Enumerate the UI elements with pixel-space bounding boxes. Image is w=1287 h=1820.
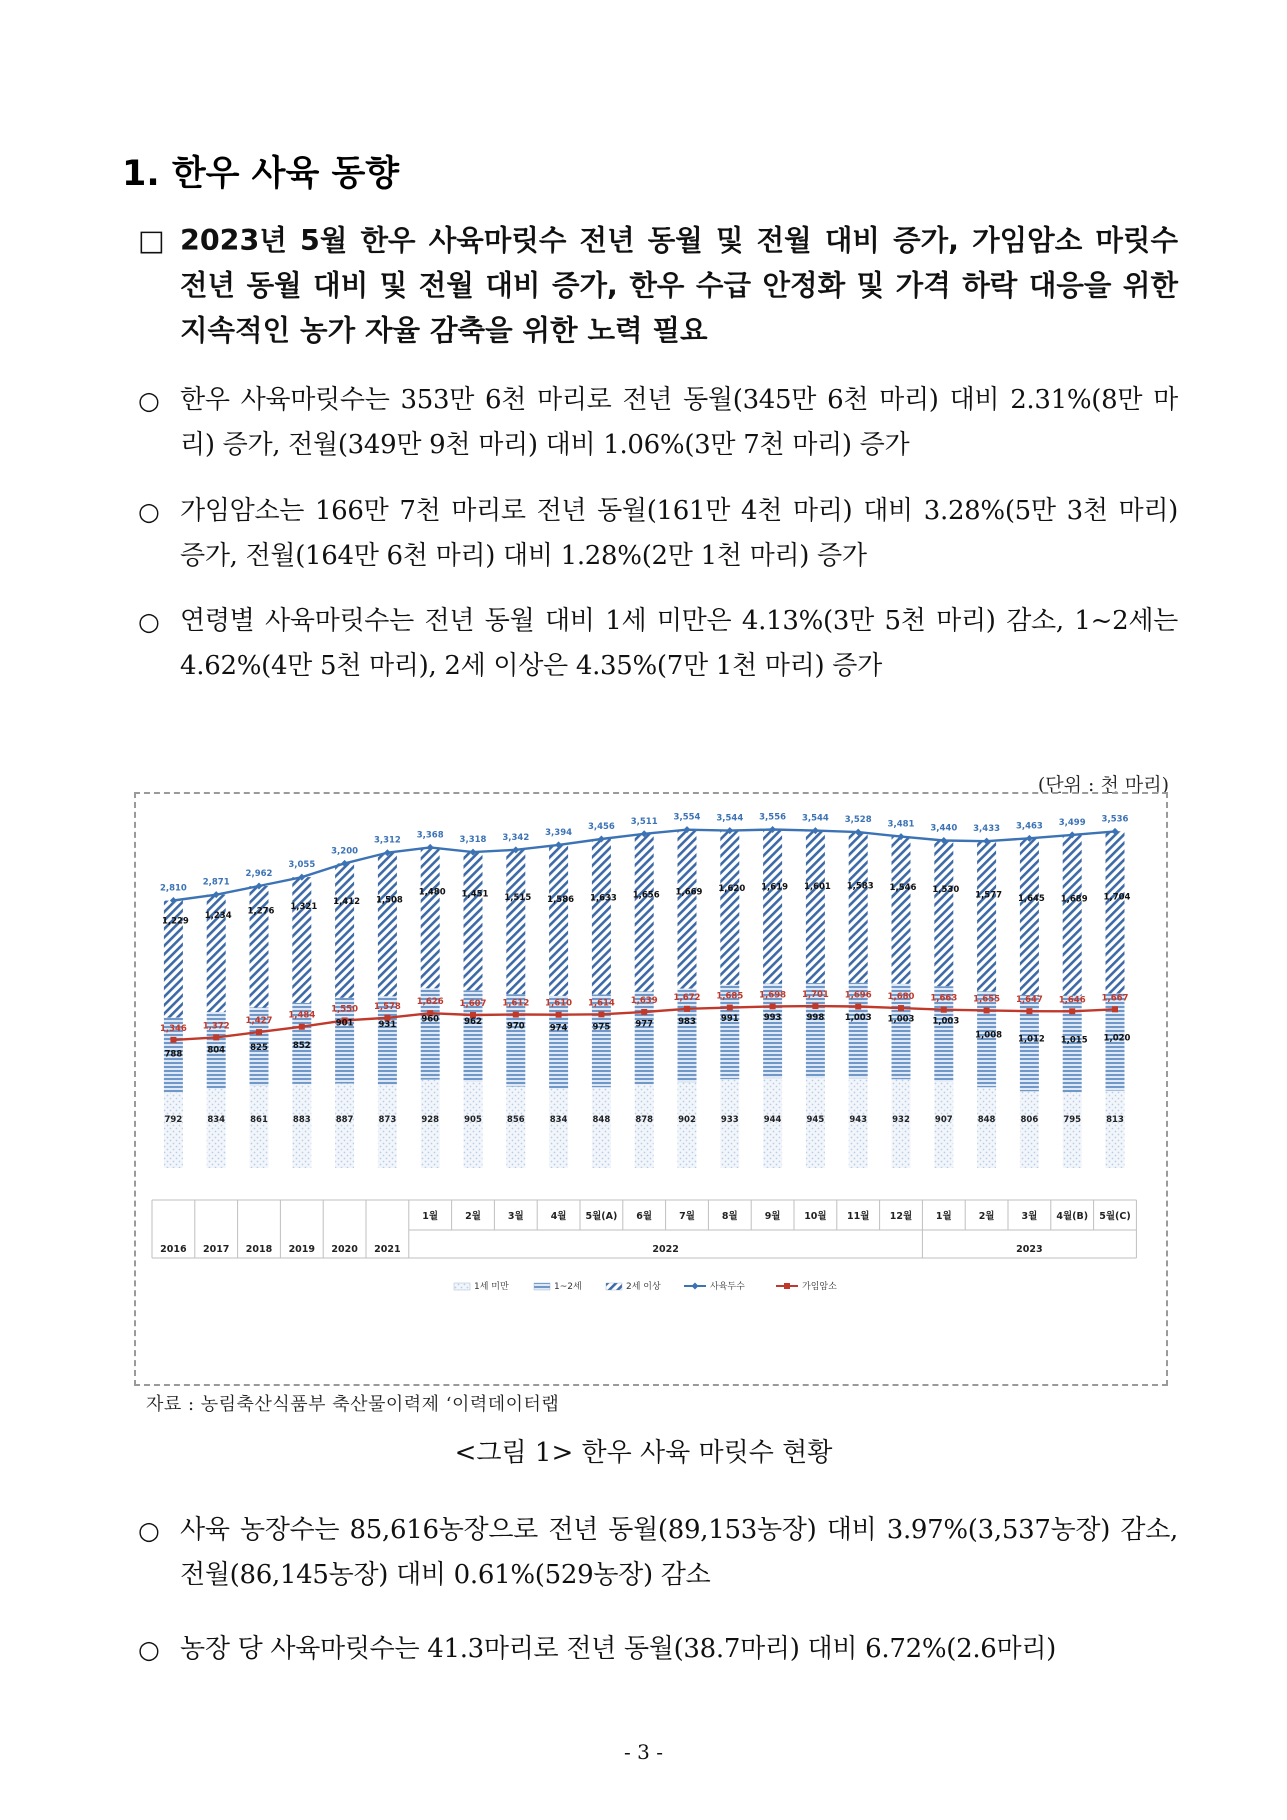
category-label: 4월(B) bbox=[1056, 1211, 1089, 1222]
label-1-to-2: 962 bbox=[464, 1016, 482, 1027]
fertile-cows-label: 1,372 bbox=[202, 1021, 230, 1032]
label-under-1: 928 bbox=[421, 1115, 440, 1125]
legend-label: 1세 미만 bbox=[474, 1282, 509, 1292]
total-heads-label: 3,440 bbox=[930, 823, 958, 834]
fertile-cows-label: 1,647 bbox=[1015, 995, 1043, 1006]
fertile-cows-point bbox=[598, 1011, 604, 1017]
bar-over-2 bbox=[806, 831, 825, 983]
total-heads-label: 2,962 bbox=[245, 869, 273, 880]
label-1-to-2: 975 bbox=[592, 1022, 611, 1033]
legend-label: 사육두수 bbox=[710, 1282, 745, 1292]
label-over-2: 1,689 bbox=[1060, 894, 1088, 905]
category-label: 3월 bbox=[1021, 1211, 1038, 1222]
fertile-cows-point bbox=[898, 1005, 904, 1011]
label-1-to-2: 1,003 bbox=[932, 1016, 960, 1027]
fertile-cows-point bbox=[1026, 1008, 1032, 1014]
label-under-1: 945 bbox=[806, 1115, 825, 1125]
label-1-to-2: 825 bbox=[250, 1043, 268, 1054]
fertile-cows-label: 1,672 bbox=[673, 992, 701, 1003]
label-over-2: 1,656 bbox=[632, 890, 660, 901]
label-1-to-2: 1,003 bbox=[887, 1014, 915, 1025]
total-heads-label: 3,318 bbox=[459, 835, 487, 846]
fertile-cows-point bbox=[1112, 1006, 1118, 1012]
label-over-2: 1,619 bbox=[761, 882, 789, 893]
category-label: 12월 bbox=[889, 1211, 913, 1222]
label-over-2: 1,451 bbox=[461, 889, 489, 900]
bullet-paragraph bbox=[138, 1508, 1178, 1598]
bar-over-2 bbox=[421, 847, 440, 988]
bar-under-1 bbox=[592, 1087, 611, 1168]
bar-over-2 bbox=[250, 886, 269, 1007]
bullet-text: 가임암소는 166만 7천 마리로 전년 동월(161만 4천 마리) 대비 3.28%(5만 3천 마리) 증가, 전월(164만 6천 마리) 대비 1.28%(2만 1천 마리) 증가 bbox=[180, 496, 1178, 571]
category-label: 2021 bbox=[374, 1244, 401, 1255]
total-heads-label: 3,200 bbox=[331, 846, 359, 857]
label-over-2: 1,546 bbox=[889, 882, 917, 893]
section-title: 1. 한우 사육 동향 bbox=[122, 154, 400, 194]
category-label: 7월 bbox=[679, 1211, 695, 1222]
bar-over-2 bbox=[635, 834, 654, 992]
fertile-cows-label: 1,626 bbox=[416, 997, 444, 1008]
bar-under-1 bbox=[1020, 1091, 1039, 1168]
bar-over-2 bbox=[678, 830, 697, 989]
label-1-to-2: 1,003 bbox=[844, 1013, 872, 1024]
label-1-to-2: 974 bbox=[549, 1023, 568, 1034]
circle-bullet-icon: ○ bbox=[138, 1635, 160, 1664]
label-under-1: 943 bbox=[849, 1115, 868, 1125]
label-under-1: 905 bbox=[464, 1115, 482, 1125]
checkbox-square-icon: □ bbox=[138, 224, 165, 257]
total-heads-label: 2,871 bbox=[202, 877, 230, 888]
label-over-2: 1,515 bbox=[504, 893, 532, 904]
label-1-to-2: 931 bbox=[378, 1019, 397, 1030]
fertile-cows-point bbox=[727, 1005, 733, 1011]
label-over-2: 1,480 bbox=[418, 887, 446, 898]
legend-marker bbox=[692, 1283, 699, 1290]
circle-bullet-icon: ○ bbox=[138, 497, 160, 526]
legend-swatch bbox=[454, 1283, 470, 1290]
fertile-cows-label: 1,701 bbox=[801, 990, 829, 1001]
source-note: 자료 : 농림축산식품부 축산물이력제 ‘이력데이터랩 bbox=[146, 1394, 560, 1415]
total-heads-label: 3,536 bbox=[1101, 814, 1129, 825]
label-1-to-2: 1,012 bbox=[1017, 1034, 1045, 1045]
fertile-cows-point bbox=[256, 1029, 262, 1035]
circle-bullet-icon: ○ bbox=[138, 607, 160, 636]
fertile-cows-point bbox=[213, 1034, 219, 1040]
bullet-paragraph bbox=[138, 599, 1178, 689]
category-label: 1월 bbox=[935, 1211, 952, 1222]
total-heads-label: 3,368 bbox=[416, 830, 444, 841]
bullet-paragraph bbox=[138, 1627, 1178, 1672]
label-under-1: 856 bbox=[506, 1115, 525, 1125]
bar-over-2 bbox=[892, 837, 911, 984]
label-1-to-2: 998 bbox=[806, 1013, 825, 1024]
category-label: 2월 bbox=[978, 1211, 995, 1222]
fertile-cows-point bbox=[513, 1012, 519, 1018]
bar-over-2 bbox=[849, 832, 868, 983]
label-under-1: 834 bbox=[549, 1115, 568, 1125]
fertile-cows-label: 1,610 bbox=[545, 998, 573, 1009]
category-label: 2020 bbox=[331, 1244, 358, 1255]
bar-under-1 bbox=[1106, 1091, 1125, 1168]
bar-over-2 bbox=[720, 831, 739, 985]
legend-swatch bbox=[534, 1283, 550, 1290]
hanwoo-chart bbox=[136, 794, 1166, 1384]
fertile-cows-label: 1,663 bbox=[930, 993, 958, 1004]
label-under-1: 878 bbox=[635, 1115, 654, 1125]
label-over-2: 1,229 bbox=[161, 916, 189, 927]
fertile-cows-point bbox=[170, 1037, 176, 1043]
total-heads-label: 3,342 bbox=[502, 832, 530, 843]
fertile-cows-label: 1,550 bbox=[331, 1004, 359, 1015]
fertile-cows-point bbox=[770, 1003, 776, 1009]
label-over-2: 1,645 bbox=[1017, 893, 1045, 904]
bullet-text: 한우 사육마릿수는 353만 6천 마리로 전년 동월(345만 6천 마리) 대비 2.31%(8만 마리) 증가, 전월(349만 9천 마리) 대비 1.06%(3만 7천 마리) 증가 bbox=[180, 385, 1178, 460]
fertile-cows-label: 1,614 bbox=[587, 998, 615, 1009]
category-label: 5월(C) bbox=[1099, 1211, 1131, 1222]
fertile-cows-point bbox=[684, 1006, 690, 1012]
bar-over-2 bbox=[1063, 835, 1082, 996]
total-heads-label: 3,463 bbox=[1015, 821, 1043, 832]
label-under-1: 907 bbox=[934, 1115, 953, 1125]
category-label: 2016 bbox=[160, 1244, 187, 1255]
label-1-to-2: 1,015 bbox=[1060, 1035, 1088, 1046]
label-under-1: 848 bbox=[592, 1115, 611, 1125]
bullet-paragraph bbox=[138, 378, 1178, 468]
label-1-to-2: 993 bbox=[763, 1013, 782, 1024]
label-1-to-2: 804 bbox=[207, 1045, 226, 1056]
category-label: 2018 bbox=[245, 1244, 273, 1255]
fertile-cows-point bbox=[855, 1004, 861, 1010]
page-number: - 3 - bbox=[624, 1740, 663, 1764]
category-label: 5월(A) bbox=[585, 1211, 618, 1222]
figure-caption: <그림 1> 한우 사육 마릿수 현황 bbox=[454, 1438, 833, 1468]
bar-under-1 bbox=[164, 1093, 183, 1168]
category-label: 1월 bbox=[422, 1211, 439, 1222]
bar-over-2 bbox=[934, 841, 953, 987]
bar-over-2 bbox=[549, 845, 568, 996]
category-label: 9월 bbox=[764, 1211, 781, 1222]
bar-under-1 bbox=[335, 1084, 354, 1168]
label-under-1: 806 bbox=[1020, 1115, 1039, 1125]
total-heads-label: 3,499 bbox=[1058, 817, 1086, 828]
label-under-1: 861 bbox=[250, 1115, 268, 1125]
total-heads-label: 2,810 bbox=[159, 883, 187, 894]
bar-under-1 bbox=[378, 1085, 397, 1168]
fertile-cows-point bbox=[1069, 1008, 1075, 1014]
circle-bullet-icon: ○ bbox=[138, 386, 160, 415]
fertile-cows-label: 1,427 bbox=[245, 1016, 273, 1027]
fertile-cows-label: 1,639 bbox=[630, 995, 658, 1006]
label-under-1: 813 bbox=[1106, 1115, 1124, 1125]
label-1-to-2: 788 bbox=[164, 1049, 183, 1060]
label-under-1: 902 bbox=[678, 1115, 696, 1125]
bar-over-2 bbox=[464, 852, 483, 990]
label-under-1: 834 bbox=[207, 1115, 226, 1125]
bar-under-1 bbox=[1063, 1092, 1082, 1168]
bullet-paragraph bbox=[138, 489, 1178, 579]
legend-marker bbox=[784, 1283, 790, 1289]
legend-label: 1~2세 bbox=[554, 1282, 582, 1292]
label-over-2: 1,601 bbox=[803, 882, 831, 893]
total-heads-label: 3,554 bbox=[673, 812, 701, 823]
bar-over-2 bbox=[1020, 838, 1039, 995]
label-over-2: 1,234 bbox=[204, 911, 232, 922]
label-1-to-2: 960 bbox=[421, 1014, 440, 1025]
bar-1-to-2 bbox=[549, 996, 568, 1089]
label-over-2: 1,412 bbox=[333, 896, 361, 907]
fertile-cows-label: 1,667 bbox=[1101, 993, 1129, 1004]
label-over-2: 1,583 bbox=[846, 881, 874, 892]
label-under-1: 792 bbox=[164, 1115, 183, 1125]
summary-text: 2023년 5월 한우 사육마릿수 전년 동월 및 전월 대비 증가, 가임암소 마릿수 전년 동월 대비 및 전월 대비 증가, 한우 수급 안정화 및 가격 하락 대응을 위한 지속적인 농가 자율 감축을 위한 노력 필요 bbox=[180, 224, 1178, 347]
bar-over-2 bbox=[1106, 831, 1125, 993]
year-group-label: 2023 bbox=[1016, 1244, 1043, 1255]
label-over-2: 1,508 bbox=[375, 895, 403, 906]
bar-under-1 bbox=[292, 1084, 311, 1168]
category-label: 2019 bbox=[288, 1244, 316, 1255]
bar-under-1 bbox=[977, 1087, 996, 1168]
label-1-to-2: 901 bbox=[335, 1018, 354, 1029]
fertile-cows-point bbox=[812, 1003, 818, 1009]
label-over-2: 1,577 bbox=[975, 890, 1003, 901]
total-heads-label: 3,544 bbox=[801, 813, 829, 824]
legend-label: 가임암소 bbox=[802, 1282, 837, 1292]
fertile-cows-label: 1,680 bbox=[887, 992, 915, 1003]
fertile-cows-point bbox=[941, 1007, 947, 1013]
category-label: 3월 bbox=[507, 1211, 524, 1222]
label-over-2: 1,586 bbox=[547, 894, 575, 905]
bar-1-to-2 bbox=[592, 994, 611, 1087]
fertile-cows-label: 1,578 bbox=[373, 1001, 401, 1012]
label-over-2: 1,633 bbox=[589, 893, 617, 904]
fertile-cows-point bbox=[299, 1024, 305, 1030]
bar-under-1 bbox=[207, 1089, 226, 1168]
bar-under-1 bbox=[549, 1089, 568, 1168]
total-heads-label: 3,481 bbox=[887, 819, 915, 830]
total-heads-label: 3,511 bbox=[630, 816, 658, 827]
label-over-2: 1,276 bbox=[247, 906, 275, 917]
label-over-2: 1,704 bbox=[1103, 892, 1131, 903]
label-under-1: 873 bbox=[378, 1115, 397, 1125]
label-over-2: 1,669 bbox=[675, 887, 703, 898]
label-under-1: 944 bbox=[763, 1115, 782, 1125]
year-group-label: 2022 bbox=[652, 1244, 679, 1255]
circle-bullet-icon: ○ bbox=[138, 1516, 160, 1545]
label-under-1: 887 bbox=[335, 1115, 354, 1125]
category-label: 10월 bbox=[804, 1211, 827, 1222]
bar-over-2 bbox=[763, 829, 782, 983]
label-1-to-2: 983 bbox=[678, 1017, 696, 1028]
fertile-cows-label: 1,655 bbox=[973, 994, 1001, 1005]
label-1-to-2: 852 bbox=[292, 1040, 311, 1051]
bar-over-2 bbox=[592, 839, 611, 994]
label-1-to-2: 1,008 bbox=[975, 1030, 1003, 1041]
unit-label: (단위 : 천 마리) bbox=[1037, 774, 1169, 796]
fertile-cows-label: 1,607 bbox=[459, 999, 487, 1010]
fertile-cows-label: 1,685 bbox=[716, 991, 744, 1002]
bullet-text: 사육 농장수는 85,616농장으로 전년 동월(89,153농장) 대비 3.97%(3,537농장) 감소, 전월(86,145농장) 대비 0.61%(529농장) 감소 bbox=[180, 1515, 1178, 1590]
bar-over-2 bbox=[335, 863, 354, 997]
bullet-text: 농장 당 사육마릿수는 41.3마리로 전년 동월(38.7마리) 대비 6.72%(2.6마리) bbox=[180, 1634, 1057, 1664]
hanwoo-chart-frame bbox=[134, 792, 1168, 1386]
fertile-cows-label: 1,646 bbox=[1058, 995, 1086, 1006]
fertile-cows-label: 1,698 bbox=[759, 990, 787, 1001]
label-over-2: 1,321 bbox=[290, 901, 318, 912]
legend-swatch bbox=[606, 1283, 622, 1290]
fertile-cows-point bbox=[641, 1009, 647, 1015]
bar-over-2 bbox=[292, 877, 311, 1003]
label-under-1: 795 bbox=[1063, 1115, 1082, 1125]
total-heads-label: 3,544 bbox=[716, 813, 744, 824]
label-1-to-2: 991 bbox=[720, 1014, 739, 1025]
category-label: 4월 bbox=[550, 1211, 567, 1222]
total-heads-label: 3,394 bbox=[545, 827, 573, 838]
label-1-to-2: 1,020 bbox=[1103, 1033, 1131, 1044]
total-heads-label: 3,312 bbox=[373, 835, 401, 846]
category-label: 2017 bbox=[202, 1244, 230, 1255]
bar-over-2 bbox=[977, 841, 996, 991]
fertile-cows-label: 1,612 bbox=[502, 998, 530, 1009]
label-over-2: 1,620 bbox=[718, 883, 746, 894]
total-heads-label: 3,433 bbox=[973, 824, 1001, 835]
category-label: 2월 bbox=[465, 1211, 481, 1222]
label-under-1: 933 bbox=[720, 1115, 739, 1125]
summary-box-paragraph bbox=[138, 218, 1178, 353]
label-over-2: 1,530 bbox=[932, 885, 960, 896]
fertile-cows-label: 1,346 bbox=[159, 1023, 187, 1034]
bar-under-1 bbox=[506, 1087, 525, 1168]
label-1-to-2: 970 bbox=[506, 1021, 525, 1032]
total-heads-label: 3,556 bbox=[759, 812, 787, 823]
bullet-text: 연령별 사육마릿수는 전년 동월 대비 1세 미만은 4.13%(3만 5천 마리) 감소, 1~2세는 4.62%(4만 5천 마리), 2세 이상은 4.35%(7만 1천 마리) 증가 bbox=[180, 606, 1178, 681]
bar-under-1 bbox=[678, 1082, 697, 1168]
bar-under-1 bbox=[635, 1084, 654, 1168]
total-heads-label: 3,055 bbox=[288, 860, 316, 871]
fertile-cows-label: 1,696 bbox=[844, 990, 872, 1001]
legend-label: 2세 이상 bbox=[626, 1282, 661, 1292]
label-under-1: 848 bbox=[977, 1115, 996, 1125]
label-1-to-2: 977 bbox=[635, 1019, 654, 1030]
total-heads-label: 3,528 bbox=[844, 815, 872, 826]
label-under-1: 883 bbox=[292, 1115, 311, 1125]
category-label: 11월 bbox=[846, 1211, 870, 1222]
category-label: 6월 bbox=[636, 1211, 653, 1222]
category-label: 8월 bbox=[721, 1211, 738, 1222]
fertile-cows-label: 1,484 bbox=[288, 1010, 316, 1021]
bar-over-2 bbox=[378, 853, 397, 997]
label-under-1: 932 bbox=[892, 1115, 910, 1125]
bar-under-1 bbox=[250, 1086, 269, 1168]
fertile-cows-point bbox=[556, 1012, 562, 1018]
total-heads-label: 3,456 bbox=[587, 821, 615, 832]
fertile-cows-point bbox=[984, 1007, 990, 1013]
bar-over-2 bbox=[506, 850, 525, 994]
